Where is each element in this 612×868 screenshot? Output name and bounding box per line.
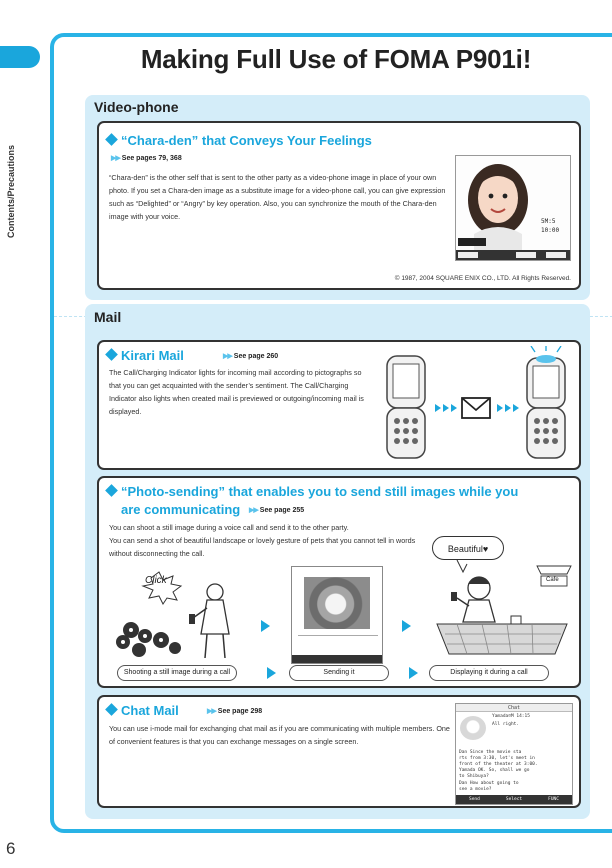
diamond-icon <box>105 703 118 716</box>
arrow-icon: ▶▶ <box>249 507 258 514</box>
chat-line: All right. <box>492 722 520 727</box>
photo-sending-card <box>97 476 581 688</box>
caption-displaying: Displaying it during a call <box>429 665 549 681</box>
chat-line: front of the theater at 3:00. <box>459 762 538 767</box>
see-page-link[interactable]: ▶▶ See page 255 <box>249 507 305 514</box>
character-face-image <box>456 156 570 260</box>
woman-cafe-illustration <box>427 558 577 668</box>
screen-key-bar <box>292 655 382 663</box>
arrow-icon <box>402 620 411 632</box>
section-tab-marker <box>0 46 40 68</box>
screen-time-1: 5M:5 <box>541 218 556 225</box>
caption-sending: Sending it <box>289 665 389 681</box>
section-heading: Mail <box>94 309 122 325</box>
chat-line: Dan How about going to <box>459 781 519 786</box>
card-title: Chat Mail <box>107 703 179 718</box>
chat-line: to Shibuya? <box>459 774 489 779</box>
card-title-line2: are communicating <box>121 502 241 517</box>
chat-mail-card <box>97 695 581 808</box>
see-page-link[interactable]: ▶▶ See page 298 <box>207 708 263 715</box>
cafe-sign-text: Cafe <box>546 577 559 583</box>
flip-phone-illustration <box>367 346 577 466</box>
chat-key-select: Select <box>505 797 523 802</box>
chat-avatar <box>460 716 486 740</box>
chat-screen-image <box>455 703 573 805</box>
chat-key-func: FUNC <box>548 797 559 802</box>
page-number: 6 <box>6 839 16 858</box>
body-text: You can shoot a still image during a voice call and send it to the other party. <box>109 523 349 532</box>
chat-line: Yamada☺M 14:15 <box>492 714 530 719</box>
arrow-icon: ▶▶ <box>111 155 120 162</box>
arrow-icon <box>261 620 270 632</box>
body-text: “Chara-den” is the other self that is sent to the other party as a video-phone image in place of your own photo. If you set a Chara-den image as a substitute image for a video-phone call, you can give expression such as “Delighted” or “Angry” by key operation. Also, you can synchronize the mouth of the Chara-den image with your voice. <box>109 173 446 221</box>
page-title: Making Full Use of FOMA P901i! <box>140 44 532 74</box>
diamond-icon <box>105 348 118 361</box>
side-section-label: Contents/Precautions <box>6 144 16 238</box>
card-title: “Chara-den” that Conveys Your Feelings <box>107 133 372 148</box>
arrow-icon <box>409 667 418 679</box>
click-label: Click <box>145 575 167 586</box>
chat-screen-title: Chat <box>456 704 572 712</box>
chat-line: see a movie? <box>459 787 492 792</box>
arrow-icon: ▶▶ <box>223 353 232 360</box>
caption-shooting: Shooting a still image during a call <box>117 665 237 681</box>
photo-screen-image <box>291 566 383 664</box>
copyright-notice: © 1987, 2004 SQUARE ENIX CO., LTD. All Rights Reserved. <box>394 275 571 282</box>
section-heading: Video-phone <box>94 99 179 115</box>
bubble-text: Beautiful♥ <box>447 544 489 554</box>
diamond-icon <box>105 133 118 146</box>
see-page-link[interactable]: ▶▶ See pages 79, 368 <box>111 155 182 162</box>
chara-den-card <box>97 121 581 290</box>
body-text: The Call/Charging Indicator lights for incoming mail according to pictographs so that you can get acquainted with the sender’s sentiment. The Call/Charging Indicator also lights when created mail is previewed or outgoing/incoming mail is displayed. <box>109 368 364 416</box>
kirari-mail-card <box>97 340 581 470</box>
chat-key-send: Send <box>469 797 480 802</box>
chat-line: Yamada OK. So, shall we go <box>459 768 530 773</box>
diamond-icon <box>105 484 118 497</box>
screen-time-2: 10:00 <box>541 227 560 234</box>
screen-status-row <box>298 635 378 641</box>
body-text: You can send a shot of beautiful landscape or lovely gesture of pets that you cannot tell in words without disconnecting the call. <box>109 536 416 558</box>
card-title: Kirari Mail <box>107 348 184 363</box>
chat-line: Dan Since the movie sta <box>459 750 522 755</box>
chat-key-bar <box>456 795 572 804</box>
chat-line: rts from 3:30, let's meet in <box>459 756 535 761</box>
man-shooting-illustration <box>111 570 251 660</box>
arrow-icon: ▶▶ <box>207 708 216 715</box>
phone-screen-image <box>455 155 571 261</box>
speech-bubble <box>432 536 504 560</box>
body-text: You can use i-mode mail for exchanging chat mail as if you are communicating with multiple members. One of convenient features is that you can exchange messages on a single screen. <box>109 724 450 746</box>
card-title: “Photo-sending” that enables you to send still images while you <box>107 484 518 499</box>
see-page-link[interactable]: ▶▶ See page 260 <box>223 353 279 360</box>
arrow-icon <box>267 667 276 679</box>
flower-photo <box>304 577 370 629</box>
